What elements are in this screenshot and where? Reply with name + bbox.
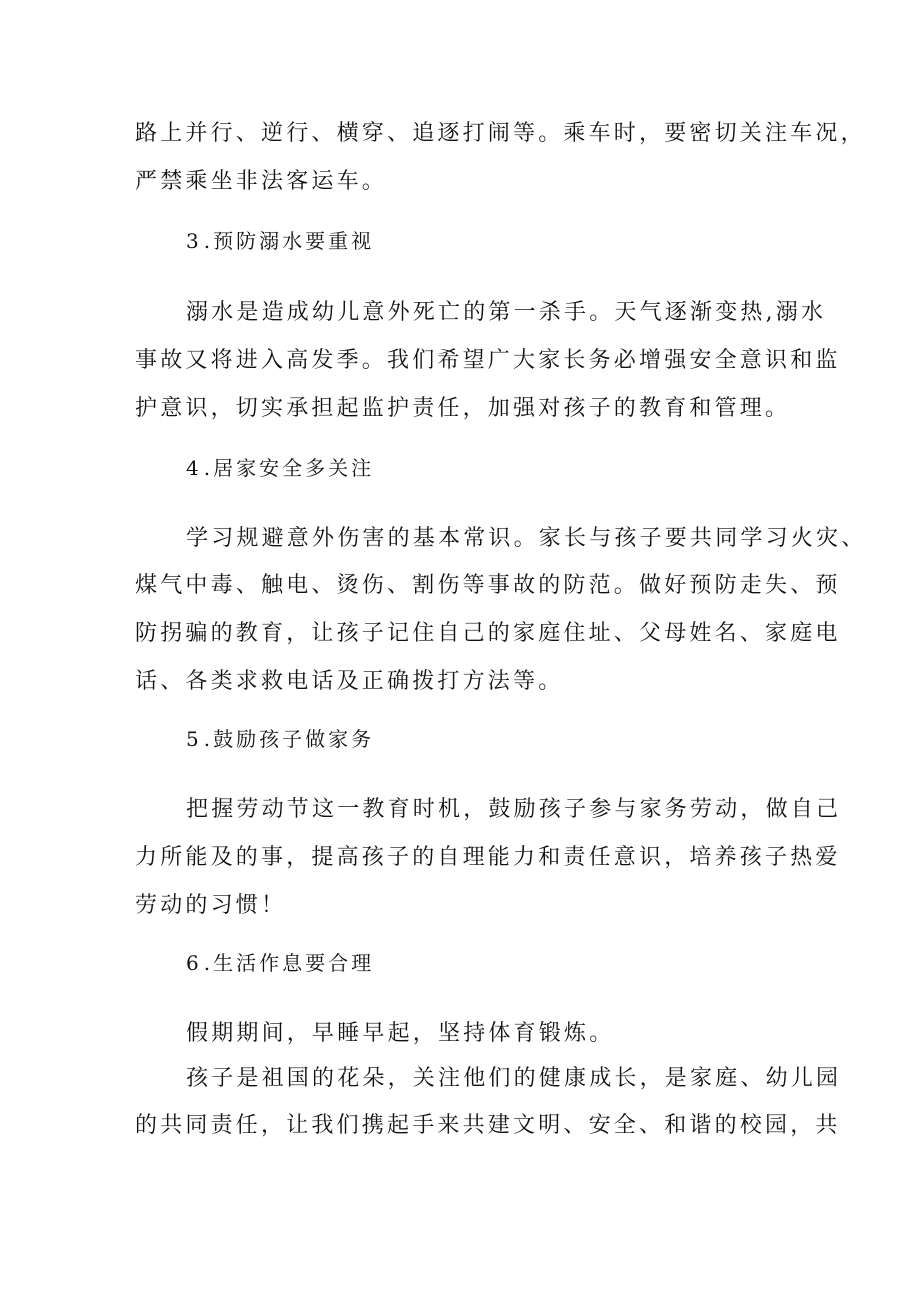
heading-home-safety (186, 453, 374, 483)
heading-chores (186, 724, 374, 754)
heading-title: .居家安全多关注 (203, 456, 375, 480)
paragraph-home-line: 煤气中毒、触电、烫伤、割伤等事故的防范。做好预防走失、预 (135, 573, 841, 598)
heading-prevent-drowning (186, 226, 374, 256)
paragraph-chores-line: 把握劳动节这一教育时机，鼓励孩子参与家务劳动，做自己 (186, 797, 842, 822)
paragraph-closing-line: 孩子是祖国的花朵，关注他们的健康成长，是家庭、幼儿园 (186, 1066, 842, 1091)
paragraph-drowning-line: 护意识，切实承担起监护责任，加强对孩子的教育和管理。 (135, 396, 791, 421)
heading-number: 5 (186, 727, 202, 751)
paragraph-traffic-line: 严禁乘坐非法客运车。 (135, 169, 388, 194)
heading-title: .预防溺水要重视 (203, 229, 375, 253)
paragraph-routine-line: 假期期间，早睡早起，坚持体育锻炼。 (186, 1021, 615, 1046)
paragraph-chores-line: 劳动的习惯！ (135, 893, 287, 918)
paragraph-home-line: 话、各类求救电话及正确拨打方法等。 (135, 669, 564, 694)
heading-number: 6 (186, 951, 202, 975)
paragraph-drowning-line: 溺水是造成幼儿意外死亡的第一杀手。天气逐渐变热,溺水 (186, 300, 827, 325)
paragraph-chores-line: 力所能及的事，提高孩子的自理能力和责任意识，培养孩子热爱 (135, 845, 841, 870)
paragraph-home-line: 学习规避意外伤害的基本常识。家长与孩子要共同学习火灾、 (186, 526, 867, 551)
heading-routine (186, 948, 374, 978)
heading-title: .生活作息要合理 (203, 951, 375, 975)
heading-title: .鼓励孩子做家务 (203, 727, 375, 751)
paragraph-home-line: 防拐骗的教育，让孩子记住自己的家庭住址、父母姓名、家庭电 (135, 621, 841, 646)
paragraph-drowning-line: 事故又将进入高发季。我们希望广大家长务必增强安全意识和监 (135, 348, 841, 373)
paragraph-traffic-line: 路上并行、逆行、横穿、追逐打闹等。乘车时，要密切关注车况， (135, 121, 866, 146)
paragraph-closing-line: 的共同责任，让我们携起手来共建文明、安全、和谐的校园，共 (135, 1113, 841, 1138)
heading-number: 4 (186, 456, 202, 480)
heading-number: 3 (186, 229, 202, 253)
